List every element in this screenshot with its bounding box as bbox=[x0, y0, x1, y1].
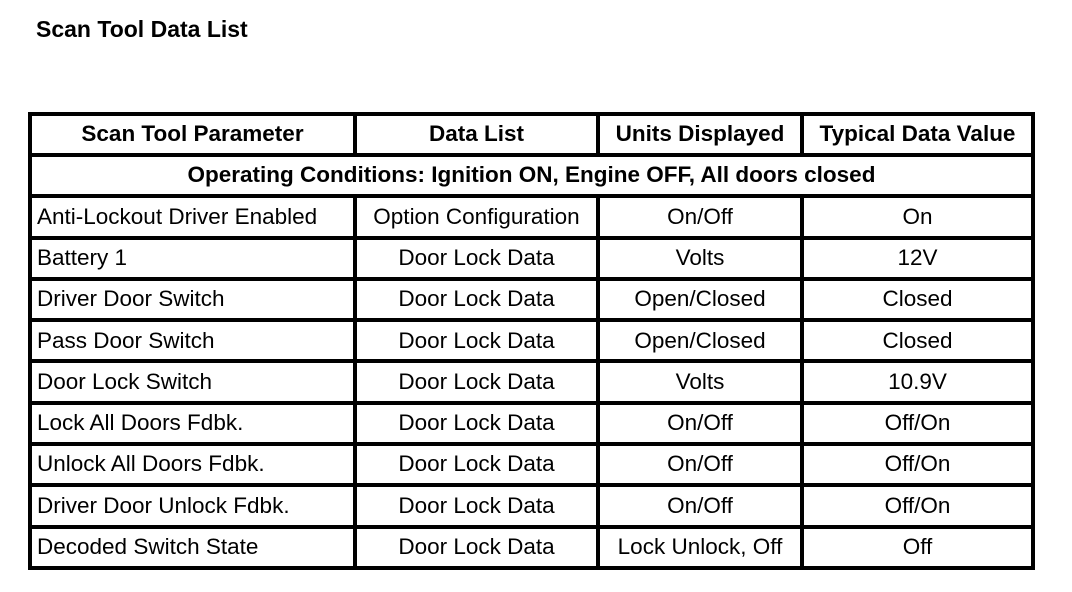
cell-typical-data-value: Off bbox=[804, 529, 1035, 570]
operating-conditions-row bbox=[32, 157, 1035, 198]
cell-units-displayed: Open/Closed bbox=[600, 322, 804, 363]
scan-tool-data-table bbox=[28, 112, 1035, 570]
cell-data-list: Door Lock Data bbox=[357, 529, 600, 570]
cell-units-displayed: Volts bbox=[600, 363, 804, 404]
cell-data-list: Door Lock Data bbox=[357, 446, 600, 487]
cell-data-list: Option Configuration bbox=[357, 198, 600, 239]
table-row bbox=[32, 405, 1035, 446]
cell-parameter: Unlock All Doors Fdbk. bbox=[32, 446, 357, 487]
cell-units-displayed: On/Off bbox=[600, 198, 804, 239]
cell-parameter: Anti-Lockout Driver Enabled bbox=[32, 198, 357, 239]
cell-units-displayed: Volts bbox=[600, 240, 804, 281]
table-row bbox=[32, 529, 1035, 570]
cell-parameter: Lock All Doors Fdbk. bbox=[32, 405, 357, 446]
cell-units-displayed: Lock Unlock, Off bbox=[600, 529, 804, 570]
cell-parameter: Pass Door Switch bbox=[32, 322, 357, 363]
header-typical-data-value: Typical Data Value bbox=[804, 116, 1035, 157]
cell-typical-data-value: Closed bbox=[804, 322, 1035, 363]
cell-typical-data-value: Off/On bbox=[804, 405, 1035, 446]
table-row bbox=[32, 322, 1035, 363]
cell-typical-data-value: Closed bbox=[804, 281, 1035, 322]
header-parameter: Scan Tool Parameter bbox=[32, 116, 357, 157]
cell-parameter: Driver Door Switch bbox=[32, 281, 357, 322]
table-row bbox=[32, 198, 1035, 239]
table-row bbox=[32, 446, 1035, 487]
table-row bbox=[32, 281, 1035, 322]
cell-data-list: Door Lock Data bbox=[357, 240, 600, 281]
operating-conditions: Operating Conditions: Ignition ON, Engine OFF, All doors closed bbox=[32, 157, 1035, 198]
cell-units-displayed: Open/Closed bbox=[600, 281, 804, 322]
cell-units-displayed: On/Off bbox=[600, 446, 804, 487]
cell-parameter: Door Lock Switch bbox=[32, 363, 357, 404]
table-row bbox=[32, 240, 1035, 281]
cell-data-list: Door Lock Data bbox=[357, 487, 600, 528]
cell-parameter: Decoded Switch State bbox=[32, 529, 357, 570]
cell-parameter: Battery 1 bbox=[32, 240, 357, 281]
table-row bbox=[32, 363, 1035, 404]
cell-typical-data-value: 10.9V bbox=[804, 363, 1035, 404]
cell-data-list: Door Lock Data bbox=[357, 322, 600, 363]
page-title: Scan Tool Data List bbox=[36, 16, 248, 42]
cell-typical-data-value: Off/On bbox=[804, 446, 1035, 487]
cell-typical-data-value: On bbox=[804, 198, 1035, 239]
cell-typical-data-value: 12V bbox=[804, 240, 1035, 281]
cell-data-list: Door Lock Data bbox=[357, 405, 600, 446]
cell-data-list: Door Lock Data bbox=[357, 363, 600, 404]
table-header-row bbox=[32, 116, 1035, 157]
header-data-list: Data List bbox=[357, 116, 600, 157]
header-units-displayed: Units Displayed bbox=[600, 116, 804, 157]
cell-typical-data-value: Off/On bbox=[804, 487, 1035, 528]
cell-units-displayed: On/Off bbox=[600, 487, 804, 528]
table-row bbox=[32, 487, 1035, 528]
cell-data-list: Door Lock Data bbox=[357, 281, 600, 322]
cell-units-displayed: On/Off bbox=[600, 405, 804, 446]
cell-parameter: Driver Door Unlock Fdbk. bbox=[32, 487, 357, 528]
